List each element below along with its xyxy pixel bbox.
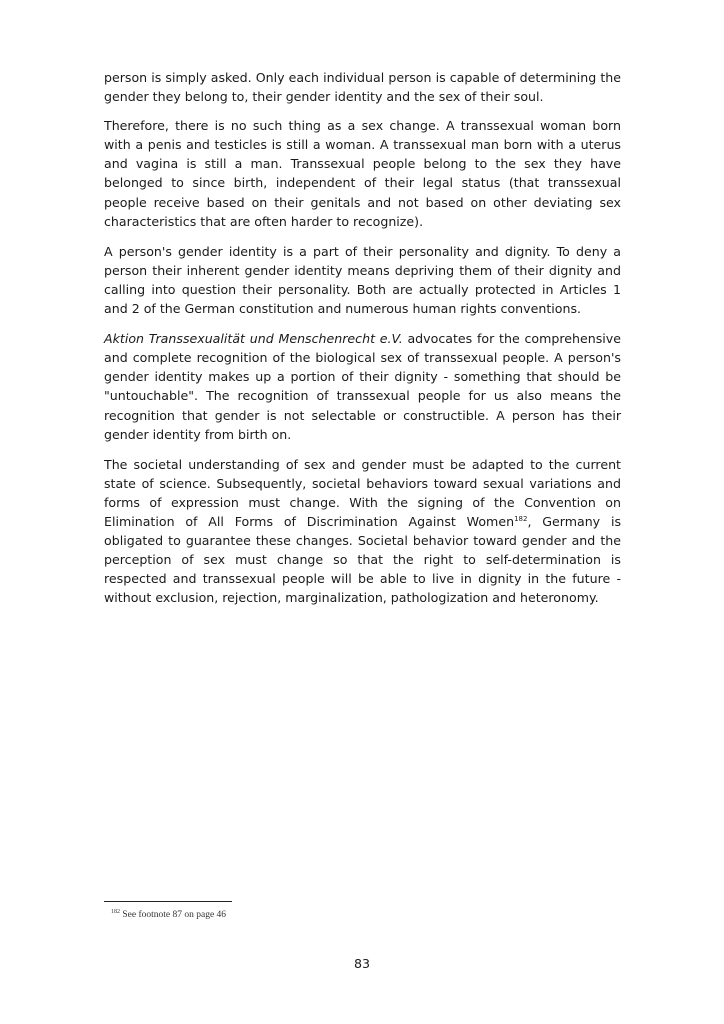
organization-name: Aktion Transsexualität und Menschenrecht e.V. [104, 331, 403, 347]
footnote-reference[interactable]: 182 [514, 514, 528, 523]
paragraph-4 [104, 329, 621, 444]
footnote-text: See footnote 87 on page 46 [120, 910, 227, 920]
footnote [111, 910, 226, 920]
paragraph-1: person is simply asked. Only each individual person is capable of determining the gender they belong to, their gender identity and the sex of their soul. [104, 70, 621, 105]
body-text [104, 68, 621, 618]
paragraph-4-text: advocates for the comprehensive and complete recognition of the biological sex of transsexual people. A person's gender identity makes up a portion of their dignity - something that should be "untouchable". The recognition of transsexual people for us also means the recognition that gender is not selectable or constructible. A person has their gender identity from birth on. [104, 331, 621, 442]
paragraph-5-text-after: , Germany is obligated to guarantee these changes. Societal behavior toward gender and the perception of sex must change so that the right to self-determination is respected and transsexual people will be able to live in dignity in the future - without exclusion, rejection, marginalization, pathologization and heteronomy. [104, 513, 622, 606]
paragraph-5-text-before: The societal understanding of sex and gender must be adapted to the current state of science. Subsequently, societal behaviors toward sexual variations and forms of expression must change. With the signing of the Convention on Elimination of All Forms of Discrimination Against Women [104, 456, 621, 529]
footnote-number: 182 [111, 908, 120, 915]
footnote-divider [104, 901, 232, 902]
paragraph-3: A person's gender identity is a part of their personality and dignity. To deny a person their inherent gender identity means depriving them of their dignity and calling into question their personality. Both are actually protected in Articles 1 and 2 of the German constitution and numerous human rights conventions. [104, 243, 621, 317]
page-number: 83 [353, 956, 371, 971]
paragraph-2: Therefore, there is no such thing as a sex change. A transsexual woman born with a penis and testicles is still a woman. A transsexual man born with a uterus and vagina is still a man. Transsexual people belong to the sex they have belonged to since birth, independent of their legal status (that transsexual people receive based on their genitals and not based on other deviating sex characteristics that are often harder to recognize). [104, 118, 621, 229]
paragraph-5 [104, 455, 621, 608]
